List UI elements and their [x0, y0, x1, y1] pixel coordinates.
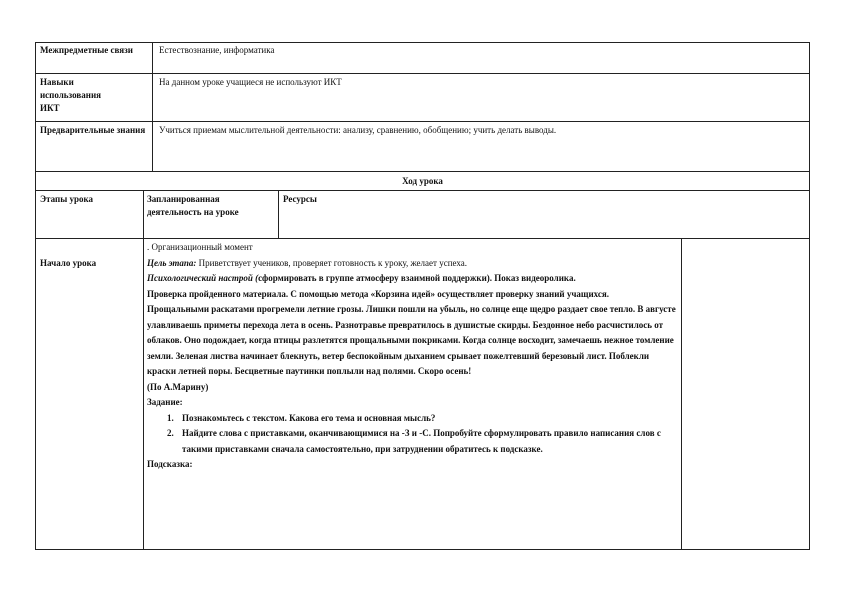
- table-border: [35, 238, 810, 239]
- table-border: [35, 171, 810, 172]
- passage-author: (По А.Марину): [147, 381, 209, 392]
- table-border: [35, 549, 810, 550]
- row-label-ict-skills: Навыки использования ИКТ: [40, 77, 101, 113]
- mood-line: [147, 271, 677, 287]
- row-value-interdisciplinary: Естествознание, информатика: [159, 45, 275, 55]
- goal-text: Приветствует учеников, проверяет готовность к уроку, желает успеха.: [196, 257, 468, 268]
- row-label-interdisciplinary: Межпредметные связи: [40, 45, 133, 55]
- task-item-2: Найдите слова с приставками, оканчивающимися на -З и -С. Попробуйте сформулировать правило написания слов с такими приставками сначала самостоятельно, при затруднении обратитесь к подсказке.: [182, 428, 661, 454]
- row-label-prior-knowledge: Предварительные знания: [40, 125, 146, 135]
- table-border: [681, 238, 682, 550]
- list-item: 1. Познакомьтесь с текстом. Какова его тема и основная мысль?: [167, 412, 436, 423]
- header-stages: Этапы урока: [40, 194, 94, 204]
- review-text: Проверка пройденного материала. С помощью метода «Корзина идей» осуществляет проверку знаний учащихся.: [147, 288, 610, 299]
- passage-text: Прощальными раскатами прогремели летние грозы. Лишки пошли на убыль, но солнце еще щедро раздает свое тепло. В августе улавливаешь приметы перехода лета в осень. Разнотравье превратилось в душистые скирды. Бездонное небо расчистилось от облаков. Оно подождает, когда птицы разлетятся прощальными покриками. Когда солнце восходит, замечаешь нежное томление земли. Зеленая листва начинает блекнуть, ветер беспокойным дыханием срывает пожелтевший березовый лист. Поблекли краски летней поры. Бесцветные паутинки поплыли над полями. Скоро осень!: [147, 304, 676, 376]
- mood-label: Психологический настрой (: [147, 273, 259, 283]
- org-moment: . Организационный момент: [147, 242, 253, 252]
- task-list: [147, 411, 677, 458]
- table-border: [152, 42, 153, 171]
- row-value-ict-skills: На данном уроке учащиеся не используют ИКТ: [159, 77, 342, 87]
- hint-label: Подсказка:: [147, 459, 193, 469]
- task-label: Задание:: [147, 397, 183, 407]
- table-border: [35, 190, 810, 191]
- row-value-prior-knowledge: Учиться приемам мыслительной деятельности: анализу, сравнению, обобщению; учить делать выводы.: [159, 125, 557, 135]
- table-border: [35, 42, 36, 550]
- table-border: [278, 190, 279, 238]
- goal-label: Цель этапа:: [147, 257, 197, 268]
- lesson-content: [147, 240, 677, 473]
- table-border: [809, 42, 810, 550]
- header-planned-activity: Запланированная деятельность на уроке: [147, 194, 239, 217]
- goal-line: [147, 256, 677, 272]
- section-title: Ход урока: [402, 176, 443, 186]
- table-border: [143, 190, 144, 550]
- header-resources: Ресурсы: [283, 194, 317, 204]
- mood-text: сформировать в группе атмосферу взаимной поддержки). Показ видеоролика.: [258, 273, 576, 283]
- task-item-1: Познакомьтесь с текстом. Какова его тема и основная мысль?: [182, 412, 436, 423]
- stage-label: Начало урока: [40, 258, 97, 268]
- list-item: 2. Найдите слова с приставками, оканчивающимися на -З и -С. Попробуйте сформулировать правило написания слов с такими приставками сначала самостоятельно, при затруднении обратитесь к подсказке.: [167, 428, 661, 454]
